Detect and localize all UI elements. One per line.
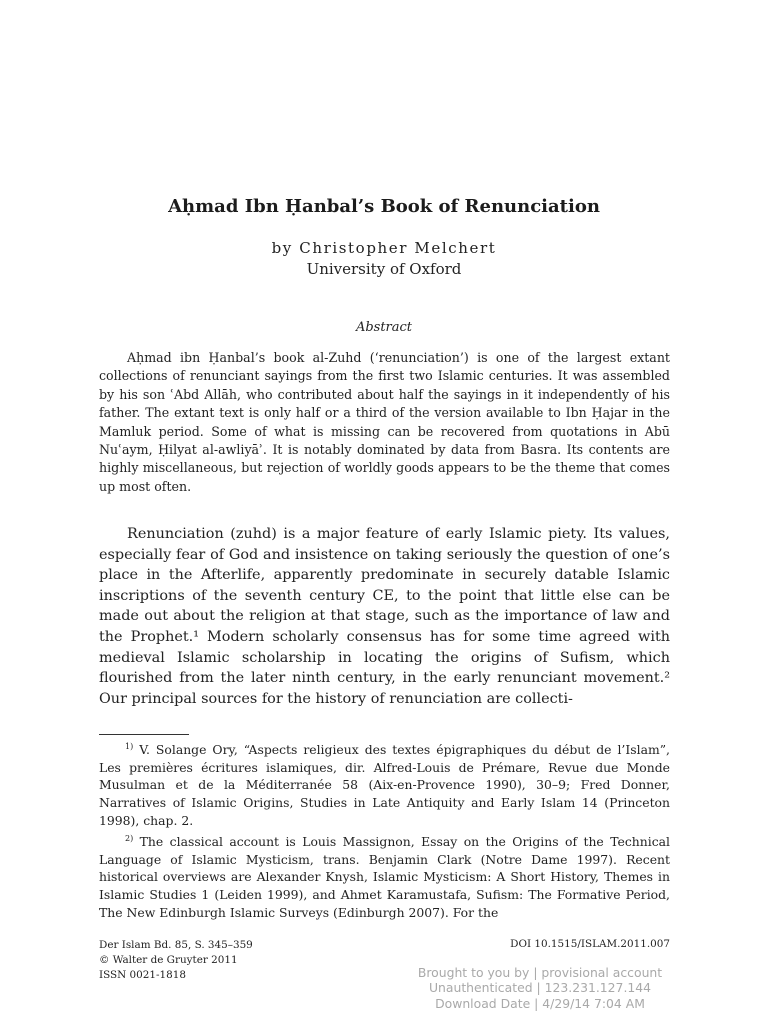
issn-line: ISSN 0021-1818: [99, 968, 186, 981]
journal-citation: Der Islam Bd. 85, S. 345–359: [99, 939, 253, 951]
footnote-text: The classical account is Louis Massignon, Essay on the Origins of the Technical Language of Islamic Mysticism, trans. Benjamin Clark (Notre Dame 1997). Recent historical overviews are Alexander Knysh, Islamic Mysticism: A Short History, Themes in Islamic Studies 1 (Leiden 1999), and Ahmet Karamustafa, Sufism: The Formative Period, The New Edinburgh Islamic Surveys (Edinburgh 2007). For the: [99, 834, 670, 920]
body-paragraph: Renunciation (zuhd) is a major feature of early Islamic piety. Its values, especially fear of God and insistence on taking seriously the question of one’s place in the Afterlife, apparently predominate in securely datable Islamic inscriptions of the seventh century CE, to the point that little else can be made out about the religion at that stage, such as the importance of law and the Prophet.¹ Modern scholarly consensus has for some time agreed with medieval Islamic scholarship in locating the origins of Sufism, which flourished from the later ninth century, in the early renunciant movement.² Our principal sources for the history of renunciation are collecti-: [99, 526, 670, 707]
footnote-text: V. Solange Ory, “Aspects religieux des textes épigraphiques du début de l’Islam”, Les premières écritures islamiques, dir. Alfred-Louis de Prémare, Revue due Monde Musulman et de la Méditerranée 58 (Aix-en-Provence 1990), 30–9; Fred Donner, Narratives of Islamic Origins, Studies in Late Antiquity and Early Islam 14 (Princeton 1998), chap. 2.: [99, 742, 670, 828]
footnote-marker: 2): [125, 834, 134, 844]
watermark-line: Unauthenticated | 123.231.127.144: [428, 980, 652, 996]
footnotes: [99, 738, 670, 922]
abstract-text: Aḥmad ibn Ḥanbal’s book al-Zuhd (‘renunciation’) is one of the largest extant collections of renunciant sayings from the first two Islamic centuries. It was assembled by his son ʿAbd Allāh, who contributed about half the sayings in it independently of his father. The extant text is only half or a third of the version available to Ibn Ḥajar in the Mamluk period. Some of what is missing can be recovered from quotations in Abū Nuʿaym, Ḥilyat al-awliyāʾ. It is notably dominated by data from Basra. Its contents are highly miscellaneous, but rejection of worldly goods appears to be the theme that comes up most often.: [99, 350, 670, 494]
doi-line: DOI 10.1515/ISLAM.2011.007: [510, 938, 670, 950]
article-title: Aḥmad Ibn Ḥanbal’s Book of Renunciation: [168, 196, 600, 217]
abstract-heading: Abstract: [355, 320, 413, 335]
footnote-marker: 1): [125, 742, 134, 751]
footnote-divider: [99, 734, 189, 735]
footnote-2: [99, 830, 670, 921]
journal-info: [99, 938, 379, 982]
author-affiliation: University of Oxford: [306, 260, 462, 278]
footnote-1: [99, 738, 670, 829]
download-watermark: [380, 965, 700, 1011]
copyright-line: © Walter de Gruyter 2011: [99, 953, 238, 966]
watermark-line: Brought to you by | provisional account: [417, 965, 663, 980]
watermark-line: Download Date | 4/29/14 7:04 AM: [435, 995, 645, 1011]
author-byline: by Christopher Melchert: [271, 239, 497, 257]
